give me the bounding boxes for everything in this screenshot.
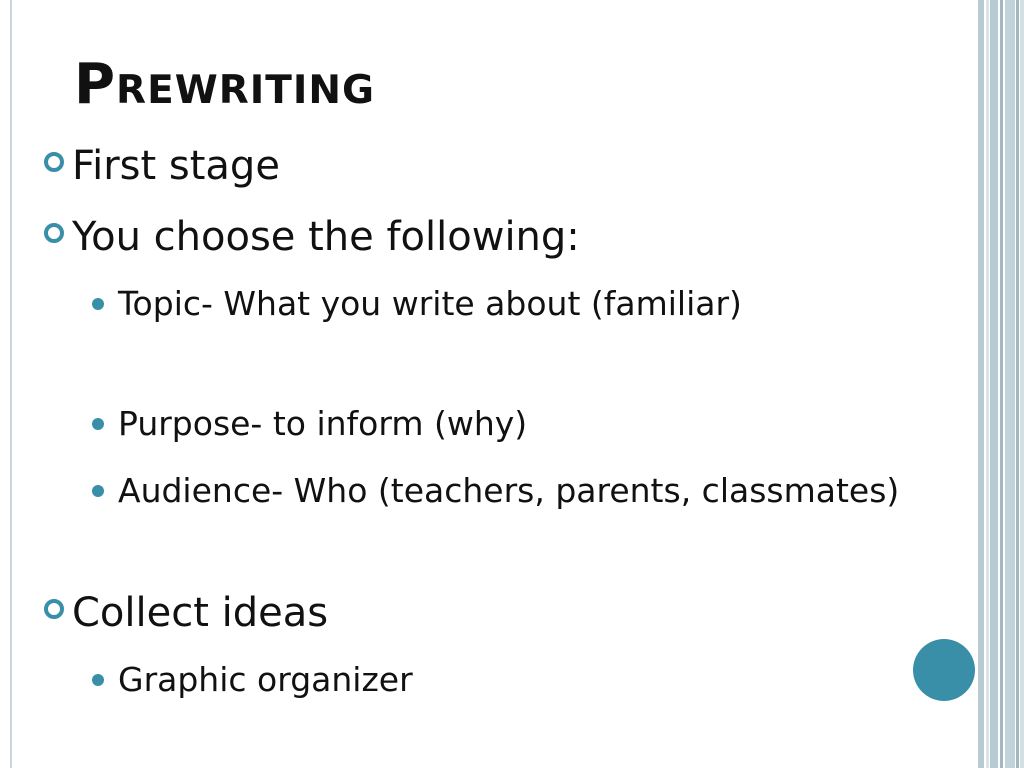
- sub-bullet-text: Purpose- to inform (why): [118, 404, 528, 443]
- decorative-stripe: [1005, 0, 1015, 768]
- bullet-item: [44, 140, 280, 190]
- bullet-text: Collect ideas: [72, 590, 329, 636]
- dot-bullet-icon: [92, 418, 104, 430]
- ring-bullet-icon: [44, 223, 64, 243]
- dot-bullet-icon: [92, 298, 104, 310]
- decorative-stripe: [1020, 0, 1024, 768]
- decorative-stripe: [986, 0, 989, 768]
- ring-bullet-icon: [44, 599, 64, 619]
- sub-bullet-item: [92, 654, 918, 706]
- bullet-text: You choose the following:: [72, 214, 580, 260]
- ring-bullet-icon: [44, 152, 64, 172]
- sub-bullet-text: Topic- What you write about (familiar): [118, 284, 742, 323]
- decorative-stripe: [1000, 0, 1003, 768]
- bullet-item: [44, 587, 328, 637]
- decorative-stripe: [1016, 0, 1019, 768]
- dot-bullet-icon: [92, 674, 104, 686]
- sub-bullet-item: [92, 278, 778, 330]
- bullet-text: First stage: [72, 143, 280, 189]
- decorative-stripe: [990, 0, 998, 768]
- decorative-stripe: [978, 0, 984, 768]
- dot-bullet-icon: [92, 485, 104, 497]
- sub-bullet-item: [92, 398, 918, 450]
- bullet-item: [44, 211, 580, 261]
- frame-border-left: [10, 0, 12, 768]
- sub-bullet-text: Graphic organizer: [118, 660, 413, 699]
- decorative-circle: [913, 639, 975, 701]
- sub-bullet-text: Audience- Who (teachers, parents, classmates): [118, 471, 900, 510]
- slide-title: Prewriting: [74, 52, 376, 117]
- sub-bullet-item: [92, 465, 908, 517]
